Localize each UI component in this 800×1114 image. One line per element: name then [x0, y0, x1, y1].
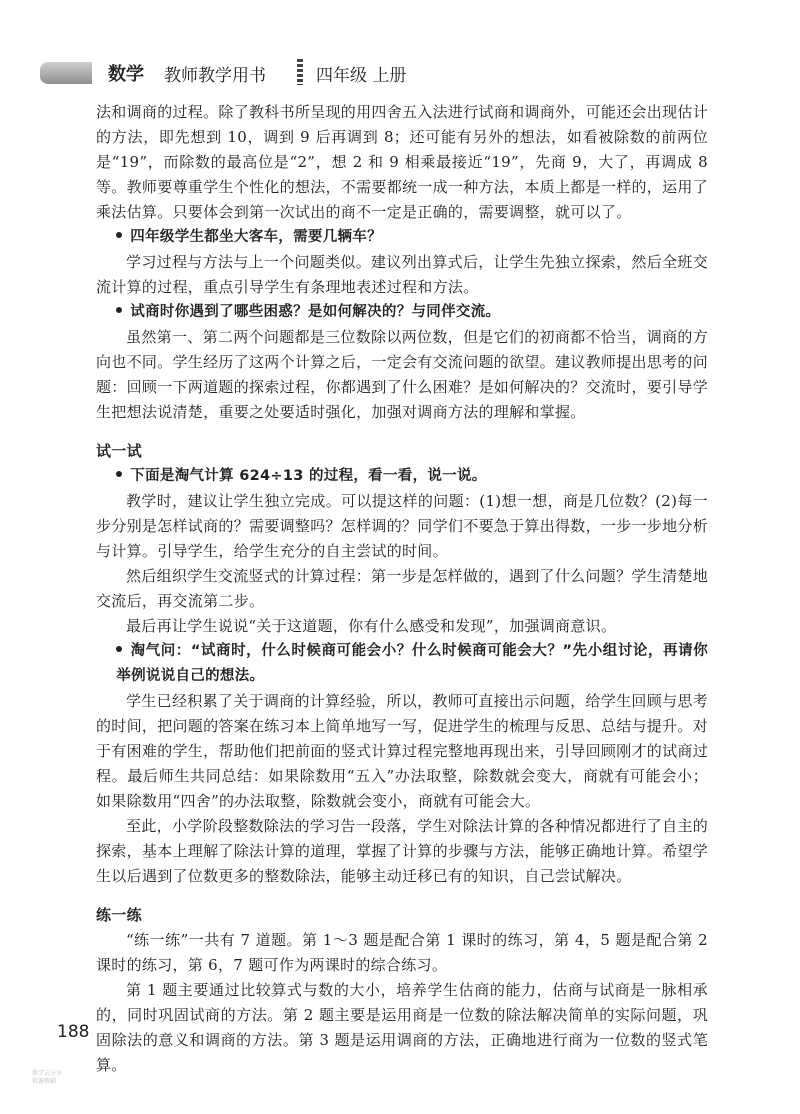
bullet-dot-icon	[116, 646, 122, 652]
header-separator	[297, 59, 303, 85]
page-number: 188	[57, 1022, 90, 1042]
watermark-line: 教学云分享	[32, 1070, 63, 1077]
paragraph: 最后再让学生说说“关于这道题，你有什么感受和发现”，加强调商意识。	[126, 617, 617, 635]
bullet-dot-icon	[116, 307, 122, 313]
bullet-question	[96, 300, 708, 325]
header-grade: 四年级 上册	[316, 66, 407, 86]
paragraph: 法和调商的过程。除了教科书所呈现的用四舍五入法进行试商和调商外，可能还会出现估计的方法，即先想到 10，调到 9 后再调到 8；还可能有另外的想法，如看被除数的前两位是“19”，而除数的最高位是“2”，想 2 和 9 相乘最接近“19”，先商 9，大了，再调成 8 等。教师要尊重学生个性化的想法，不需要都统一成一种方法，本质上都是一样的，运用了乘法估算。只要体会到第一次试出的商不一定是正确的，需要调整，就可以了。	[96, 103, 709, 221]
section-title-try: 试一试	[96, 442, 142, 460]
bullet-text: 淘气问：“试商时，什么时候商可能会小？什么时候商可能会大？”先小组讨论，再请你举例说说自己的想法。	[116, 643, 708, 684]
paragraph: “练一练”一共有 7 道题。第 1～3 题是配合第 1 课时的练习，第 4，5 题是配合第 2 课时的练习，第 6，7 题可作为两课时的综合练习。	[96, 931, 708, 974]
paragraph: 教学时，建议让学生独立完成。可以提这样的问题：(1)想一想，商是几位数？(2)每一步分别是怎样试商的？需要调整吗？怎样调的？同学们不要急于算出得数，一步一步地分析与计算。引导学生，给学生充分的自主尝试的时间。	[96, 492, 709, 560]
bullet-text: 试商时你遇到了哪些困惑？是如何解决的？与同伴交流。	[130, 304, 501, 320]
paragraph: 第 1 题主要通过比较算式与数的大小，培养学生估商的能力，估商与试商是一脉相承的，同时巩固试商的方法。第 2 题主要是运用商是一位数的除法解决简单的实际问题，巩固除法的意义和调商的方法。第 3 题是运用调商的方法，正确地进行商为一位数的竖式笔算。	[96, 981, 708, 1074]
paragraph: 虽然第一、第二两个问题都是三位数除以两位数，但是它们的初商都不恰当，调商的方向也不同。学生经历了这两个计算之后，一定会有交流问题的欲望。建议教师提出思考的问题：回顾一下两道题的探索过程，你都遇到了什么困难？是如何解决的？交流时，要引导学生把想法说清楚，重要之处要适时强化，加强对调商方法的理解和掌握。	[96, 328, 709, 421]
bullet-dot-icon	[116, 471, 122, 477]
paragraph: 至此，小学阶段整数除法的学习告一段落，学生对除法计算的各种情况都进行了自主的探索，基本上理解了除法计算的道理，掌握了计算的步骤与方法，能够正确地计算。希望学生以后遇到了位数更多的整数除法，能够主动迁移已有的知识，自己尝试解决。	[96, 817, 709, 885]
bullet-dot-icon	[116, 232, 122, 238]
paragraph: 学习过程与方法与上一个问题类似。建议列出算式后，让学生先独立探索，然后全班交流计算的过程，重点引导学生有条理地表述过程和方法。	[96, 253, 708, 296]
header-tab-decoration	[40, 62, 92, 84]
paragraph: 然后组织学生交流竖式的计算过程：第一步是怎样做的，遇到了什么问题？学生清楚地交流后，再交流第二步。	[96, 567, 708, 610]
header-subtitle: 教师教学用书	[164, 66, 266, 86]
page-header	[0, 56, 800, 96]
bullet-question	[96, 639, 708, 689]
section-title-practice: 练一练	[96, 906, 142, 924]
paragraph: 学生已经积累了关于调商的计算经验，所以，教师可直接出示问题，给学生回顾与思考的时间，把问题的答案在练习本上简单地写一写，促进学生的梳理与反思、总结与提升。对于有困难的学生，帮助他们把前面的竖式计算过程完整地再现出来，引导回顾刚才的试商过程。最后师生共同总结：如果除数用“五入”办法取整，除数就会变大，商就有可能会小；如果除数用“四舍”的办法取整，除数就会变小，商就有可能会大。	[96, 692, 709, 810]
watermark-line: 资源教辅	[32, 1078, 57, 1085]
watermark	[32, 1070, 62, 1086]
header-title: 数学	[108, 64, 144, 85]
page-content	[96, 100, 708, 1078]
bullet-question	[96, 225, 708, 250]
bullet-text: 四年级学生都坐大客车，需要几辆车？	[130, 229, 382, 245]
bullet-text: 下面是淘气计算 624÷13 的过程，看一看，说一说。	[130, 468, 487, 484]
bullet-question	[96, 464, 708, 489]
